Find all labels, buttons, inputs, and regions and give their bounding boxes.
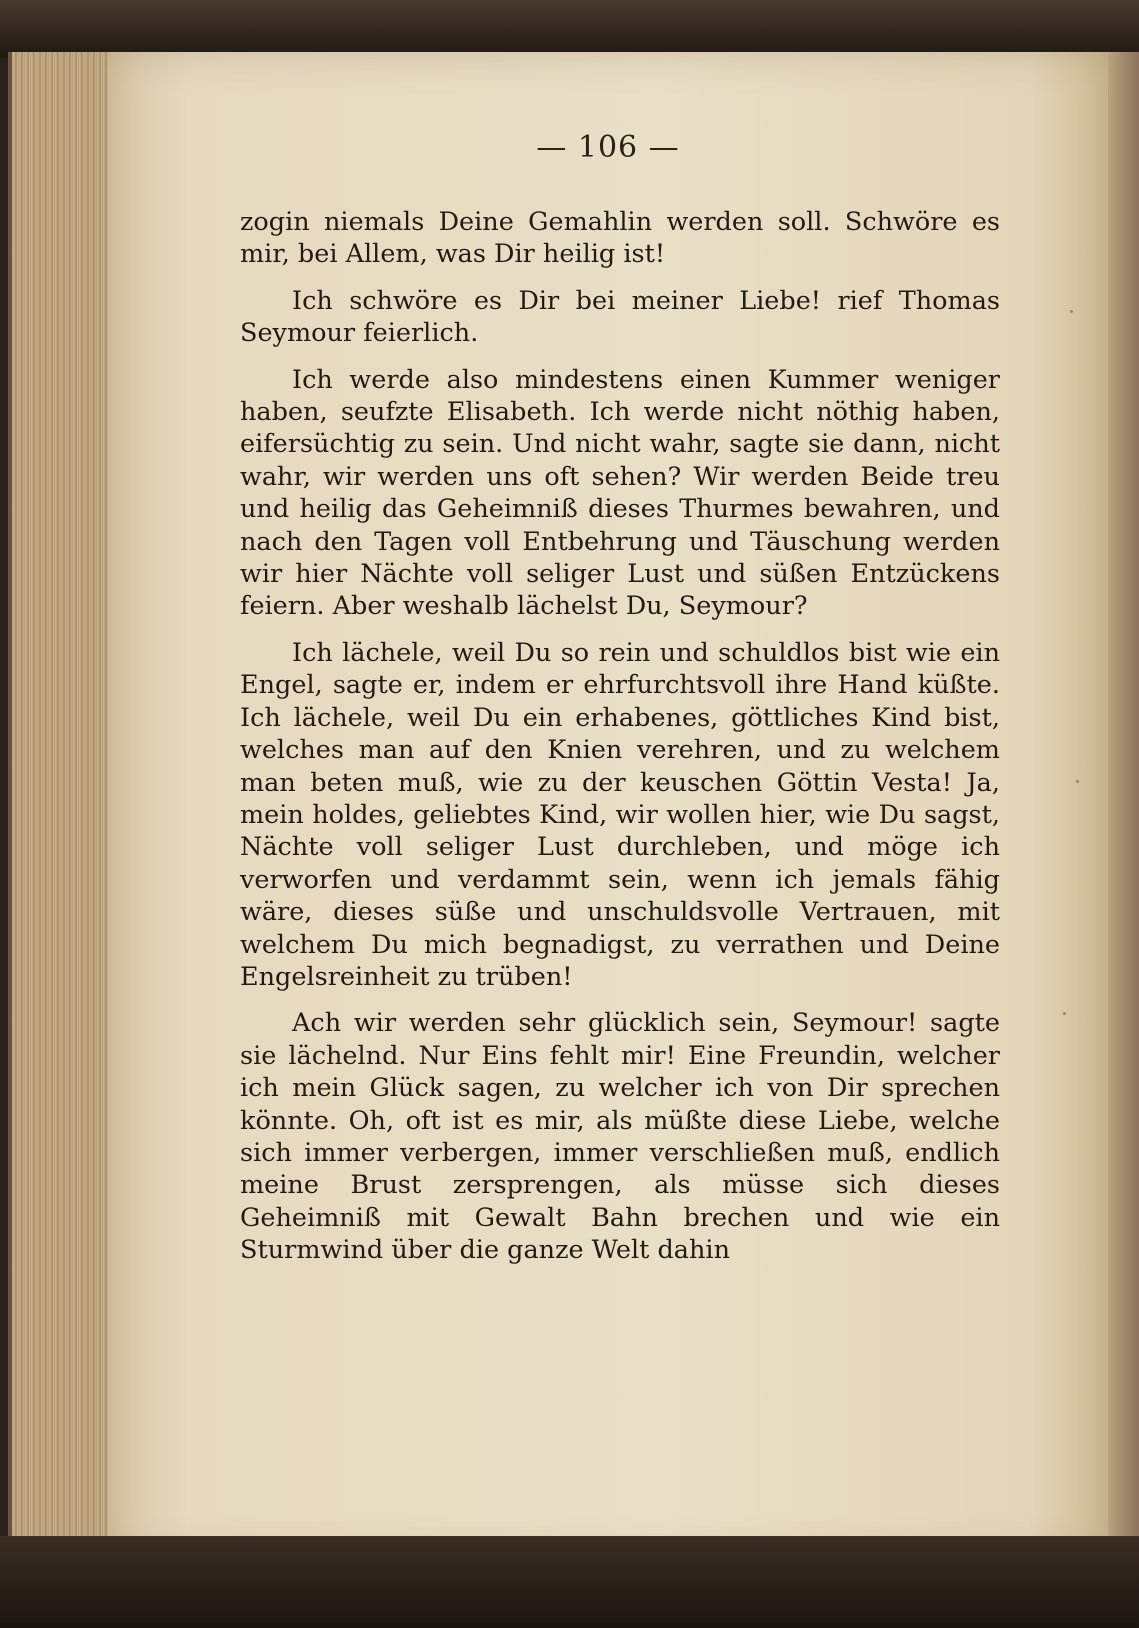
paragraph: Ich lächele, weil Du so rein und schuldlos bist wie ein Engel, sagte er, indem er ehrfurchtsvoll ihre Hand küßte. Ich lächele, weil Du ein erhabenes, göttliches Kind bist, welches man auf den Knien verehren, und zu welchem man beten muß, wie zu der keuschen Göttin Vesta! Ja, mein holdes, geliebtes Kind, wir wollen hier, wie Du sagst, Nächte voll seliger Lust durchleben, und möge ich verworfen und verdammt sein, wenn ich jemals fähig wäre, dieses süße und unschuldsvolle Vertrauen, mit welchem Du mich begnadigst, zu verrathen und Deine Engelsreinheit zu trüben! (240, 637, 1000, 992)
paragraph: Ich schwöre es Dir bei meiner Liebe! rief Thomas Seymour feierlich. (240, 285, 1000, 349)
paper-speck (1070, 310, 1073, 313)
paper-speck (1076, 780, 1079, 783)
paragraph: Ich werde also mindestens einen Kummer weniger haben, seufzte Elisabeth. Ich werde nicht nöthig haben, eifersüchtig zu sein. Und nicht wahr, sagte sie dann, nicht wahr, wir werden uns oft sehen? Wir werden Beide treu und heilig das Geheimniß dieses Thurmes bewahren, und nach den Tagen voll Entbehrung und Täuschung werden wir hier Nächte voll seliger Lust und süßen Entzückens feiern. Aber weshalb lächelst Du, Seymour? (240, 364, 1000, 622)
bottom-binding-shadow (0, 1536, 1139, 1628)
body-text (240, 206, 1000, 1281)
paper-speck (1063, 1012, 1066, 1015)
right-page-edge (1108, 52, 1139, 1557)
top-binding-shadow (0, 0, 1139, 58)
page-stack-edges (8, 52, 124, 1557)
book-page (108, 52, 1108, 1557)
paragraph: zogin niemals Deine Gemahlin werden soll. Schwöre es mir, bei Allem, was Dir heilig ist! (240, 207, 1000, 270)
paragraph: Ach wir werden sehr glücklich sein, Seymour! sagte sie lächelnd. Nur Eins fehlt mir! Eine Freundin, welcher ich mein Glück sagen, zu welcher ich von Dir sprechen könnte. Oh, oft ist es mir, als müßte diese Liebe, welche sich immer verbergen, immer verschließen muß, endlich meine Brust zersprengen, als müsse sich dieses Geheimniß mit Gewalt Bahn brechen und wie ein Sturmwind über die ganze Welt dahin (240, 1008, 1000, 1266)
page-number: — 106 — (536, 130, 680, 165)
